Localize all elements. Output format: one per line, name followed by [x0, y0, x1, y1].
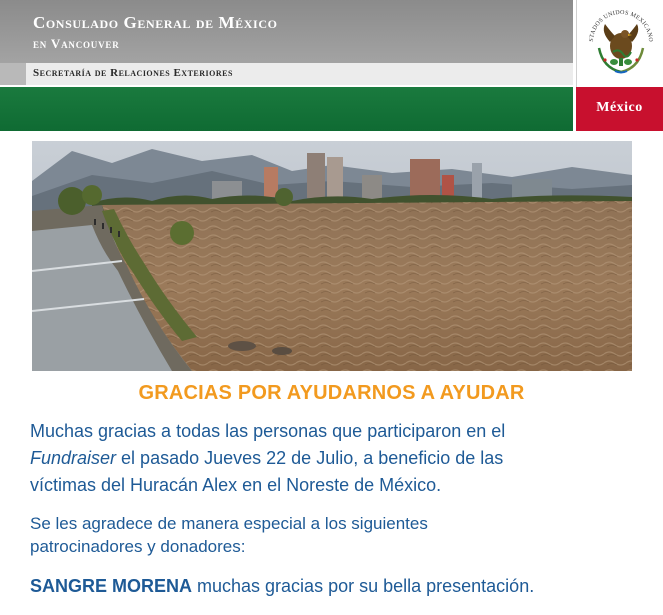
- header-green-band: [0, 87, 573, 131]
- country-label: México: [596, 100, 643, 115]
- thanks-line-2-rest: el pasado Jueves 22 de Julio, a beneficio de las: [116, 448, 504, 468]
- sponsor-message: muchas gracias por su bella presentación.: [192, 576, 535, 596]
- header-subtitle-accent: [0, 63, 26, 85]
- thanks-paragraph: [30, 418, 505, 499]
- sponsor-name: SANGRE MORENA: [30, 576, 193, 596]
- flooded-river-photo: [32, 141, 632, 371]
- ministry-subtitle: Secretaría de Relaciones Exteriores: [33, 67, 233, 79]
- fundraiser-term: Fundraiser: [30, 448, 117, 468]
- headline: GRACIAS POR AYUDARNOS A AYUDAR: [138, 382, 525, 404]
- seal-text: STADOS UNIDOS MEXICANO: [588, 9, 654, 43]
- consulate-title: Consulado General de México: [33, 13, 278, 32]
- sponsors-intro-line-2: patrocinadores y donadores:: [30, 537, 246, 556]
- seal-box: [576, 0, 663, 87]
- consulate-city: en Vancouver: [33, 36, 120, 51]
- thanks-line-2: [30, 445, 505, 472]
- country-badge: [576, 87, 663, 131]
- mexican-coat-of-arms-icon: [583, 2, 659, 78]
- flooded-river-city-photo-icon: [32, 141, 632, 371]
- thanks-line-1: Muchas gracias a todas las personas que participaron en el: [30, 421, 506, 441]
- sponsors-intro: [30, 512, 428, 558]
- consulate-header: [0, 0, 663, 131]
- thanks-line-3: víctimas del Huracán Alex en el Noreste de México.: [30, 475, 442, 495]
- sponsor-entry: [30, 574, 534, 598]
- sponsors-intro-line-1: Se les agradece de manera especial a los siguientes: [30, 514, 428, 533]
